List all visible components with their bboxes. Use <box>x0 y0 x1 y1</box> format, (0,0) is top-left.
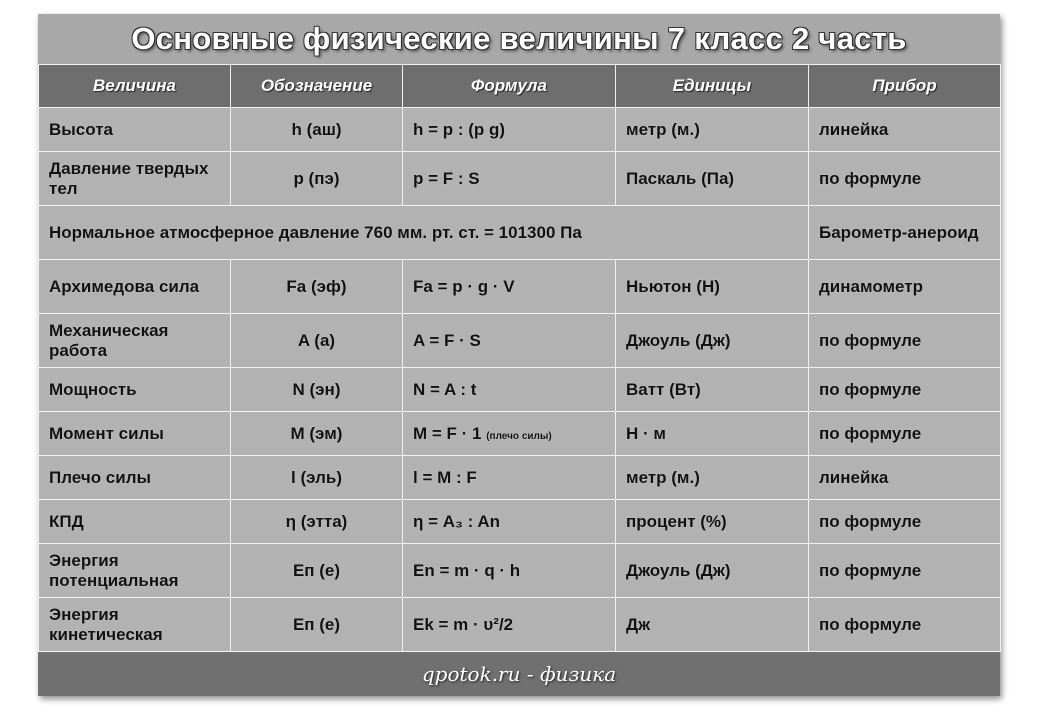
table-row <box>39 456 1001 500</box>
cell-device: линейка <box>809 108 1001 152</box>
table-row <box>39 108 1001 152</box>
quantities-table <box>38 64 1001 652</box>
cell-unit: Н · м <box>616 412 809 456</box>
cell-unit: Дж <box>616 598 809 652</box>
footer-bar <box>38 652 1000 696</box>
cell-formula: η = A₃ : An <box>403 500 616 544</box>
header-units: Единицы <box>616 65 809 108</box>
header-symbol: Обозначение <box>231 65 403 108</box>
formula-main: M = F · 1 <box>413 423 482 443</box>
cell-symbol: M (эм) <box>231 412 403 456</box>
cell-symbol: p (пэ) <box>231 152 403 206</box>
cell-device: Барометр-анероид <box>809 206 1001 260</box>
cell-symbol: η (этта) <box>231 500 403 544</box>
cell-unit: процент (%) <box>616 500 809 544</box>
cell-name: Давление твердых тел <box>39 152 231 206</box>
cell-formula: A = F · S <box>403 314 616 368</box>
cell-device: по формуле <box>809 412 1001 456</box>
cell-formula: Fa = p · g · V <box>403 260 616 314</box>
table-row <box>39 368 1001 412</box>
cell-name: Механическая работа <box>39 314 231 368</box>
table-row <box>39 598 1001 652</box>
header-formula: Формула <box>403 65 616 108</box>
table-row <box>39 314 1001 368</box>
cell-symbol: A (а) <box>231 314 403 368</box>
cell-formula: En = m · q · h <box>403 544 616 598</box>
table-row <box>39 544 1001 598</box>
cell-device: по формуле <box>809 500 1001 544</box>
cell-unit: Ньютон (Н) <box>616 260 809 314</box>
cell-device: по формуле <box>809 368 1001 412</box>
cell-name: Энергия потенциальная <box>39 544 231 598</box>
cell-formula: p = F : S <box>403 152 616 206</box>
page-title: Основные физические величины 7 класс 2 часть <box>131 21 907 56</box>
cell-name: Высота <box>39 108 231 152</box>
cell-symbol: Eп (е) <box>231 598 403 652</box>
cell-device: по формуле <box>809 598 1001 652</box>
cell-symbol: l (эль) <box>231 456 403 500</box>
cell-symbol: Fa (эф) <box>231 260 403 314</box>
cell-note: Нормальное атмосферное давление 760 мм. рт. ст. = 101300 Па <box>39 206 809 260</box>
cell-unit: Ватт (Вт) <box>616 368 809 412</box>
quantities-card <box>38 14 1000 696</box>
formula-note: (плечо силы) <box>486 430 552 442</box>
cell-name: Энергия кинетическая <box>39 598 231 652</box>
cell-device: по формуле <box>809 314 1001 368</box>
cell-symbol: N (эн) <box>231 368 403 412</box>
cell-device: линейка <box>809 456 1001 500</box>
cell-name: Мощность <box>39 368 231 412</box>
cell-name: КПД <box>39 500 231 544</box>
cell-formula <box>403 412 616 456</box>
header-quantity: Величина <box>39 65 231 108</box>
cell-formula: N = A : t <box>403 368 616 412</box>
table-row <box>39 500 1001 544</box>
table-row <box>39 260 1001 314</box>
cell-unit: метр (м.) <box>616 108 809 152</box>
cell-device: динамометр <box>809 260 1001 314</box>
cell-name: Момент силы <box>39 412 231 456</box>
table-row <box>39 206 1001 260</box>
cell-unit: Паскаль (Па) <box>616 152 809 206</box>
cell-name: Плечо силы <box>39 456 231 500</box>
cell-formula: Ek = m · υ²/2 <box>403 598 616 652</box>
table-row <box>39 412 1001 456</box>
header-device: Прибор <box>809 65 1001 108</box>
cell-device: по формуле <box>809 544 1001 598</box>
title-bar <box>38 14 1000 64</box>
cell-unit: Джоуль (Дж) <box>616 314 809 368</box>
footer-text: qpotok.ru - физика <box>421 662 617 686</box>
cell-formula: h = p : (p g) <box>403 108 616 152</box>
header-row <box>39 65 1001 108</box>
cell-name: Архимедова сила <box>39 260 231 314</box>
cell-unit: метр (м.) <box>616 456 809 500</box>
cell-symbol: Eп (е) <box>231 544 403 598</box>
table-row <box>39 152 1001 206</box>
cell-symbol: h (аш) <box>231 108 403 152</box>
cell-formula: l = M : F <box>403 456 616 500</box>
cell-unit: Джоуль (Дж) <box>616 544 809 598</box>
cell-device: по формуле <box>809 152 1001 206</box>
